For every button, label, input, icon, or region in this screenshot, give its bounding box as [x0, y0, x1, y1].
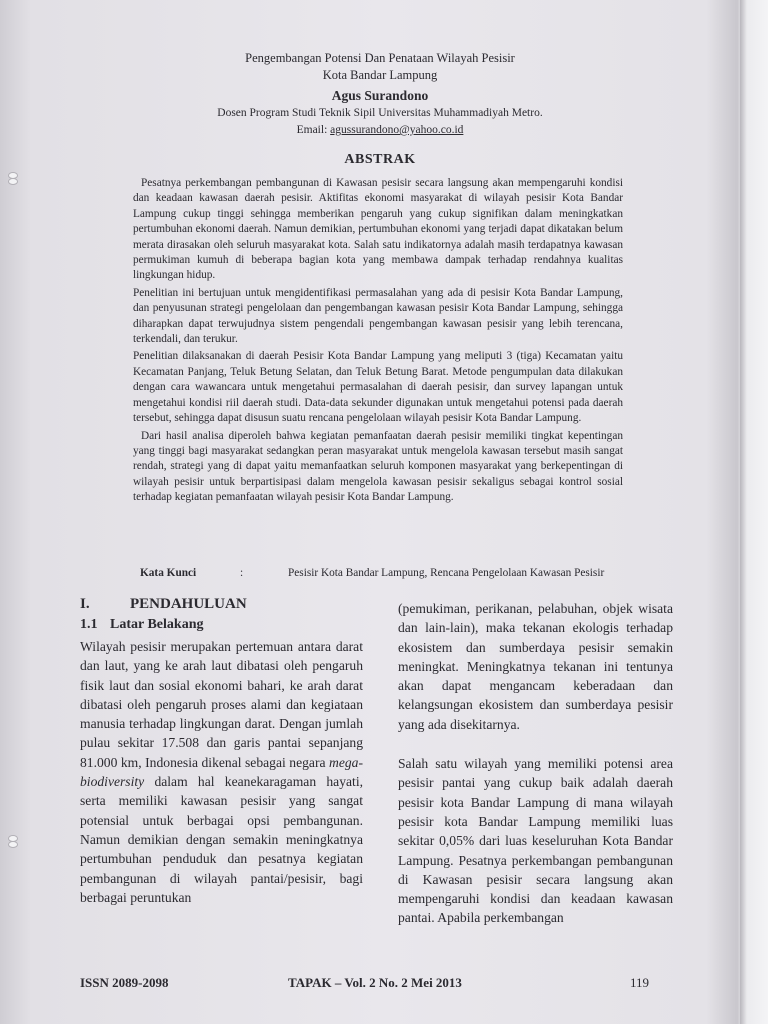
body-text: Wilayah pesisir merupakan pertemuan antara darat dan laut, yang ke arah laut dibatasi oleh pengaruh fisik laut dan sosial ekonomi bahari, ke arah darat dibatasi oleh pengaruh proses alami dan kegiataan manusia terhadap lingkungan darat. Dengan jumlah pulau sekitar 17.508 dan garis pantai sepanjang 81.000 km, Indonesia dikenal sebagai negara — [80, 639, 363, 770]
body-italic-term: mega-biodiversity — [80, 754, 363, 790]
body-text: dalam hal keanekaragaman hayati, serta memiliki kawasan pesisir yang sangat potensial untuk berbagai opsi pembangunan. Namun demikian dengan semakin meningkatnya pertumbuhan penduduk dan pesatnya kegiatan pembangunan di wilayah pantai/pesisir, bagi berbagai peruntukan — [80, 774, 363, 905]
subsection-heading — [80, 617, 203, 633]
footer-journal: TAPAK – Vol. 2 No. 2 Mei 2013 — [288, 975, 462, 990]
body-right-column — [398, 599, 673, 928]
keywords-line — [140, 567, 604, 579]
body-paragraph — [80, 637, 363, 907]
abstract-paragraph: Dari hasil analisa diperoleh bahwa kegiatan pemanfaatan daerah pesisir memiliki tingkat kepentingan yang tinggi bagi masyarakat sedangkan peran masyarakat untuk mengelola kawasan tersebut masih sangat rendah, strategi yang di dapat yaitu memanfaatkan seluruh komponen masyarakat yang berkepentingan di wilayah pesisir untuk berpartisipasi dalam mengelola kawasan pesisir sekaligus sebagai kontrol sosial terhadap kegiatan pemanfaatan wilayah pesisir Kota Bandar Lampung. — [133, 429, 623, 504]
abstract-body — [133, 176, 623, 506]
abstract-heading: ABSTRAK — [344, 152, 416, 167]
footer-page-number: 119 — [630, 975, 650, 990]
section-heading — [80, 596, 247, 613]
email-label: Email: — [296, 124, 328, 136]
paper-title-line2: Kota Bandar Lampung — [322, 68, 438, 82]
body-paragraph: Salah satu wilayah yang memiliki potensi area pesisir pantai yang cukup baik adalah daerah pesisir kota Bandar Lampung di mana wilayah pesisir kota Bandar Lampung memiliki luas sekitar 0,05% dari luas keseluruhan Kota Bandar Lampung. Pesatnya perkembangan pembangunan di Kawasan pesisir secara langsung akan mempengaruhi kondisi dan keadaan kawasan pantai. Apabila perkembangan — [398, 756, 673, 926]
section-number: I. — [80, 596, 90, 612]
body-left-column — [80, 637, 363, 907]
keywords-colon: : — [240, 567, 244, 579]
footer-issn: ISSN 2089-2098 — [80, 975, 169, 990]
subsection-title: Latar Belakang — [110, 617, 204, 632]
author-email-line — [150, 124, 610, 136]
abstract-paragraph: Penelitian ini bertujuan untuk mengidentifikasi permasalahan yang ada di pesisir Kota Bandar Lampung, dan penyusunan strategi pengelolaan dan pengembangan kawasan pesisir Kota Bandar Lampung, sehingga diharapkan dapat terwujudnya sistem pengendali pengembangan kawasan pesisir yang lebih terencana, terkendali, dan terukur. — [133, 286, 623, 346]
abstract-paragraph: Pesatnya perkembangan pembangunan di Kawasan pesisir secara langsung akan mempengaruhi kondisi dan keadaan kawasan daerah pesisir. Aktifitas ekonomi masyarakat di wilayah pesisir Kota Bandar Lampung cukup tinggi sehingga memberikan pengaruh yang cukup signifikan dalam meningkatkan pertumbuhan ekonomi daerah. Namun demikian, pertumbuhan ekonomi yang terjadi dapat dikatakan belum merata dirasakan oleh seluruh masyarakat kota. Salah satu indikatornya adalah masih terdapatnya kawasan permukiman kumuh di beberapa bagian kota yang membawa dampak terhadap rendahnya kualitas lingkungan hidup. — [133, 177, 623, 282]
keywords-label: Kata Kunci — [140, 567, 197, 579]
abstract-paragraph: Penelitian dilaksanakan di daerah Pesisir Kota Bandar Lampung yang meliputi 3 (tiga) Kecamatan yaitu Kecamatan Panjang, Teluk Betung Selatan, dan Teluk Betung Barat. Metode pengumpulan data dilakukan dengan cara wawancara untuk mengetahui permasalahan di daerah pesisir, dan survey lapangan untuk mengetahui kondisi riil daerah studi. Data-data sekunder digunakan untuk mengetahui potensi pada daerah tersebut, sehingga dapat disusun suatu rencana pengelolaan wilayah pesisir Kota Bandar Lampung. — [133, 350, 623, 425]
subsection-number: 1.1 — [80, 617, 98, 632]
section-title: PENDAHULUAN — [130, 596, 247, 612]
email-link[interactable]: agussurandono@yahoo.co.id — [330, 124, 464, 136]
body-paragraph: (pemukiman, perikanan, pelabuhan, objek wisata dan lain-lain), maka tekanan ekologis terhadap ekosistem dan sumberdaya pesisir semakin meningkat. Meningkatnya tekanan ini tentunya akan dapat mengancam keberadaan dan kelangsungan ekosistem dan sumberdaya pesisir yang ada disekitarnya. — [398, 601, 673, 732]
paper-title-line1: Pengembangan Potensi Dan Penataan Wilayah Pesisir — [245, 51, 515, 65]
author-affiliation: Dosen Program Studi Teknik Sipil Universitas Muhammadiyah Metro. — [217, 107, 543, 119]
author-name: Agus Surandono — [331, 88, 429, 103]
keywords-text: Pesisir Kota Bandar Lampung, Rencana Pengelolaan Kawasan Pesisir — [288, 567, 605, 579]
